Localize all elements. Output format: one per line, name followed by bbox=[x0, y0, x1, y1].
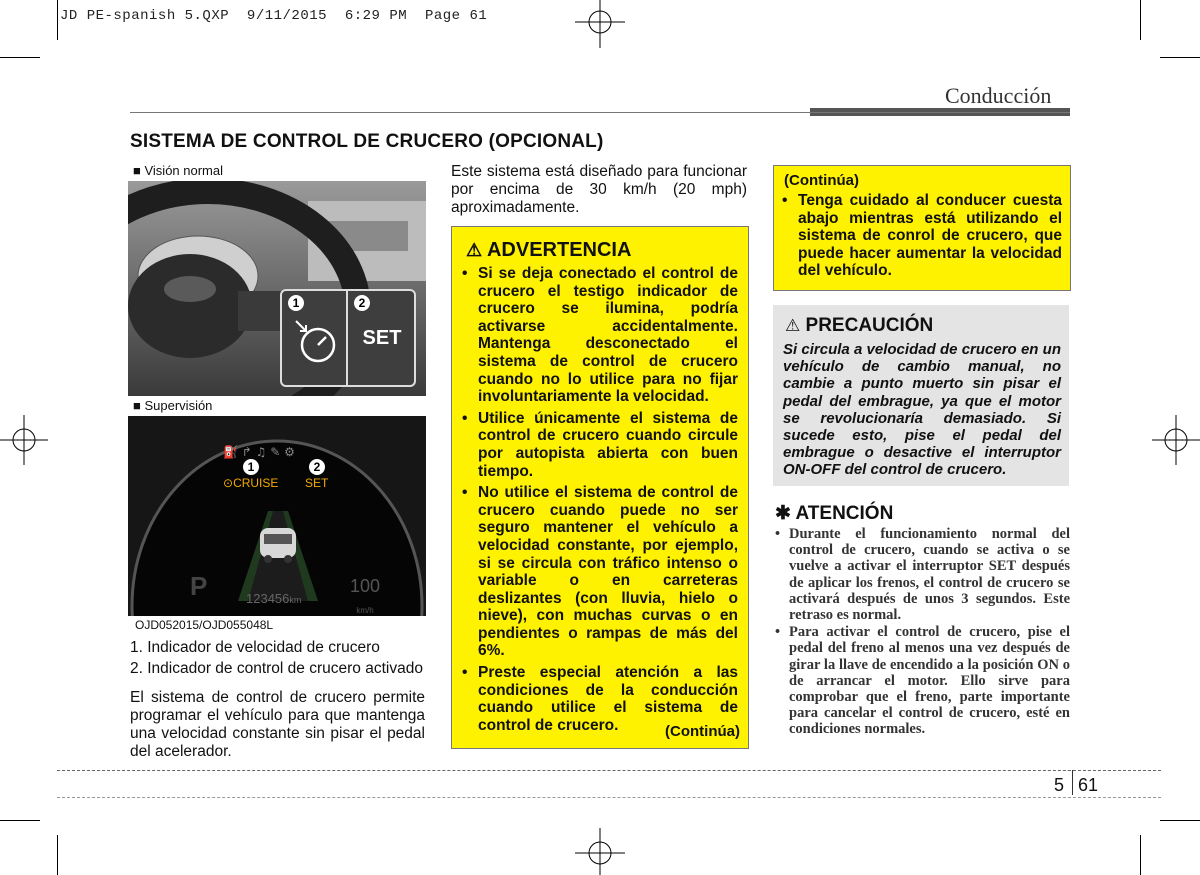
figure-code: OJD052015/OJD055048L bbox=[135, 618, 274, 632]
crop-mark bbox=[57, 835, 58, 875]
cluster-display-illustration bbox=[128, 416, 426, 616]
caution-box bbox=[773, 305, 1069, 486]
continued-item: • Tenga cuidado al conducer cuesta abajo mientras está utilizando el sistema de conrol de crucero, que puede hacer aumentar la velocidad del vehículo. bbox=[776, 192, 1062, 280]
bullet-icon: • bbox=[775, 526, 781, 542]
intro-paragraph: El sistema de control de crucero permite programar el vehículo para que mantenga una velocidad constante sin pisar el pedal del acelerador. bbox=[130, 689, 425, 760]
figure-supervision bbox=[128, 416, 426, 616]
warning-triangle-icon: ⚠ bbox=[466, 240, 483, 260]
odometer-value: 123456 bbox=[246, 591, 290, 606]
gear-indicator: P bbox=[190, 571, 208, 601]
figure2-caption-text: Supervisión bbox=[144, 398, 213, 413]
set-indicator: SET bbox=[305, 476, 329, 490]
registration-mark-icon bbox=[570, 828, 630, 875]
square-bullet-icon: ■ bbox=[133, 163, 141, 178]
attention-item bbox=[773, 526, 1070, 623]
figure2-caption bbox=[133, 398, 212, 413]
footer-dashed-rule bbox=[57, 770, 1161, 771]
caution-text: Si circula a velocidad de crucero en un vehículo de cambio manual, no cambie a punto muerto sin pisar el pedal del embrague, ya que el motor se revolucionaría demasiado. Si sucede esto, pise el pedal del embrague o desactive el interruptor ON-OFF del control de crucero. bbox=[783, 341, 1061, 479]
speed-readout bbox=[350, 576, 380, 616]
warning-box bbox=[451, 226, 749, 749]
set-button-label: SET bbox=[362, 327, 402, 349]
caution-triangle-icon: ⚠ bbox=[785, 316, 801, 335]
marker-2: 2 bbox=[309, 459, 325, 475]
crop-mark bbox=[1140, 835, 1141, 875]
page-number-divider bbox=[1072, 770, 1073, 795]
asterisk-icon: ✱ bbox=[775, 503, 791, 524]
cruise-switch-callout bbox=[280, 289, 416, 387]
figure-normal-view bbox=[128, 181, 426, 396]
callout-divider bbox=[346, 291, 348, 385]
cruise-speedometer-icon: ⊙ bbox=[223, 476, 234, 490]
crop-mark bbox=[1140, 0, 1141, 40]
footer-dashed-rule-lower bbox=[57, 797, 1161, 798]
marker-1: 1 bbox=[288, 295, 304, 311]
bullet-icon: • bbox=[775, 624, 781, 641]
page-title: SISTEMA DE CONTROL DE CRUCERO (OPCIONAL) bbox=[130, 131, 604, 152]
square-bullet-icon: ■ bbox=[133, 398, 141, 413]
odometer-unit: km bbox=[289, 595, 302, 605]
caution-heading bbox=[785, 315, 933, 337]
attention-heading-text: ATENCIÓN bbox=[795, 503, 894, 524]
warning-continues: (Continúa) bbox=[665, 723, 740, 740]
attention-list bbox=[773, 526, 1070, 738]
attention-item-text: Durante el funcionamiento normal del control de crucero, cuando se activa o se vuelve a activar el interruptor SET después de aplicar los frenos, el control de crucero se activará después de unos 3 segundos. Este retraso es normal. bbox=[789, 526, 1070, 624]
speed-unit: km/h bbox=[356, 606, 374, 615]
svg-text:⛽ ↱ ♫ ✎ ⚙: ⛽ ↱ ♫ ✎ ⚙ bbox=[223, 445, 295, 459]
marker-1: 1 bbox=[243, 459, 259, 475]
warning-item: • No utilice el sistema de control de crucero cuando puede no ser seguro mantener el vehículo a velocidad constante, por ejemplo, si se circula con tráfico intenso o variable o en carreteras deslizantes (con lluvia, hielo o nieve), con muchas curvas o en pendientes o rampas de más del 6%. bbox=[456, 484, 738, 660]
page-number: 61 bbox=[1078, 775, 1099, 795]
marker-2: 2 bbox=[354, 295, 370, 311]
section-title: Conducción bbox=[945, 83, 1052, 108]
attention-item-text: Para activar el control de crucero, pise el pedal del freno al menos una vez después de girar la llave de encendido a la posición ON o de arrancar el motor. Ello sirve para comprobar que el freno, parte importante para cancelar el control de crucero, esté en condiciones normales. bbox=[789, 624, 1070, 738]
legend-item-2: 2. Indicador de control de crucero activado bbox=[130, 660, 423, 677]
attention-heading bbox=[775, 502, 893, 525]
warning-item: • Utilice únicamente el sistema de control de crucero cuando circule por autopista abierta con buen tiempo. bbox=[456, 410, 738, 480]
crop-mark bbox=[1160, 820, 1200, 821]
cruise-indicator-label: CRUISE bbox=[233, 476, 279, 490]
cruise-speedometer-icon bbox=[294, 319, 340, 365]
crop-mark bbox=[0, 57, 40, 58]
continued-heading: (Continúa) bbox=[784, 172, 859, 189]
chapter-number: 5 bbox=[1054, 775, 1065, 795]
figure1-caption-text: Visión normal bbox=[144, 163, 224, 178]
warning-list bbox=[456, 265, 738, 738]
middle-paragraph: Este sistema está diseñado para funcionar por encima de 30 km/h (20 mph) aproximadamente. bbox=[451, 163, 747, 216]
crop-mark bbox=[57, 0, 58, 40]
header-rule bbox=[130, 112, 1070, 113]
warning-heading bbox=[466, 239, 631, 262]
cruise-indicator bbox=[223, 476, 278, 490]
crop-mark bbox=[1160, 57, 1200, 58]
attention-item bbox=[773, 624, 1070, 737]
legend-item-1: 1. Indicador de velocidad de crucero bbox=[130, 639, 380, 656]
registration-mark-icon bbox=[570, 0, 630, 48]
caution-heading-text: PRECAUCIÓN bbox=[805, 315, 934, 336]
odometer bbox=[246, 591, 301, 606]
warning-item: • Si se deja conectado el control de crucero el testigo indicador de crucero se ilumina, podría activarse accidentalmente. Mantenga desconectado el sistema de control de crucero cuando no lo utilice para no fijar involuntariamente la velocidad. bbox=[456, 265, 738, 406]
crop-mark bbox=[0, 820, 40, 821]
registration-mark-icon bbox=[1152, 410, 1200, 470]
warning-heading-text: ADVERTENCIA bbox=[486, 239, 632, 261]
warning-item: • Preste especial atención a las condiciones de la conducción cuando utilice el sistema de control de crucero. bbox=[456, 664, 738, 734]
speed-value: 100 bbox=[350, 576, 381, 596]
continued-list bbox=[776, 192, 1062, 284]
continued-box bbox=[773, 165, 1071, 291]
print-slug: JD PE-spanish 5.QXP 9/11/2015 6:29 PM Page 61 bbox=[60, 8, 488, 24]
registration-mark-icon bbox=[0, 410, 48, 470]
figure1-caption bbox=[133, 163, 223, 178]
